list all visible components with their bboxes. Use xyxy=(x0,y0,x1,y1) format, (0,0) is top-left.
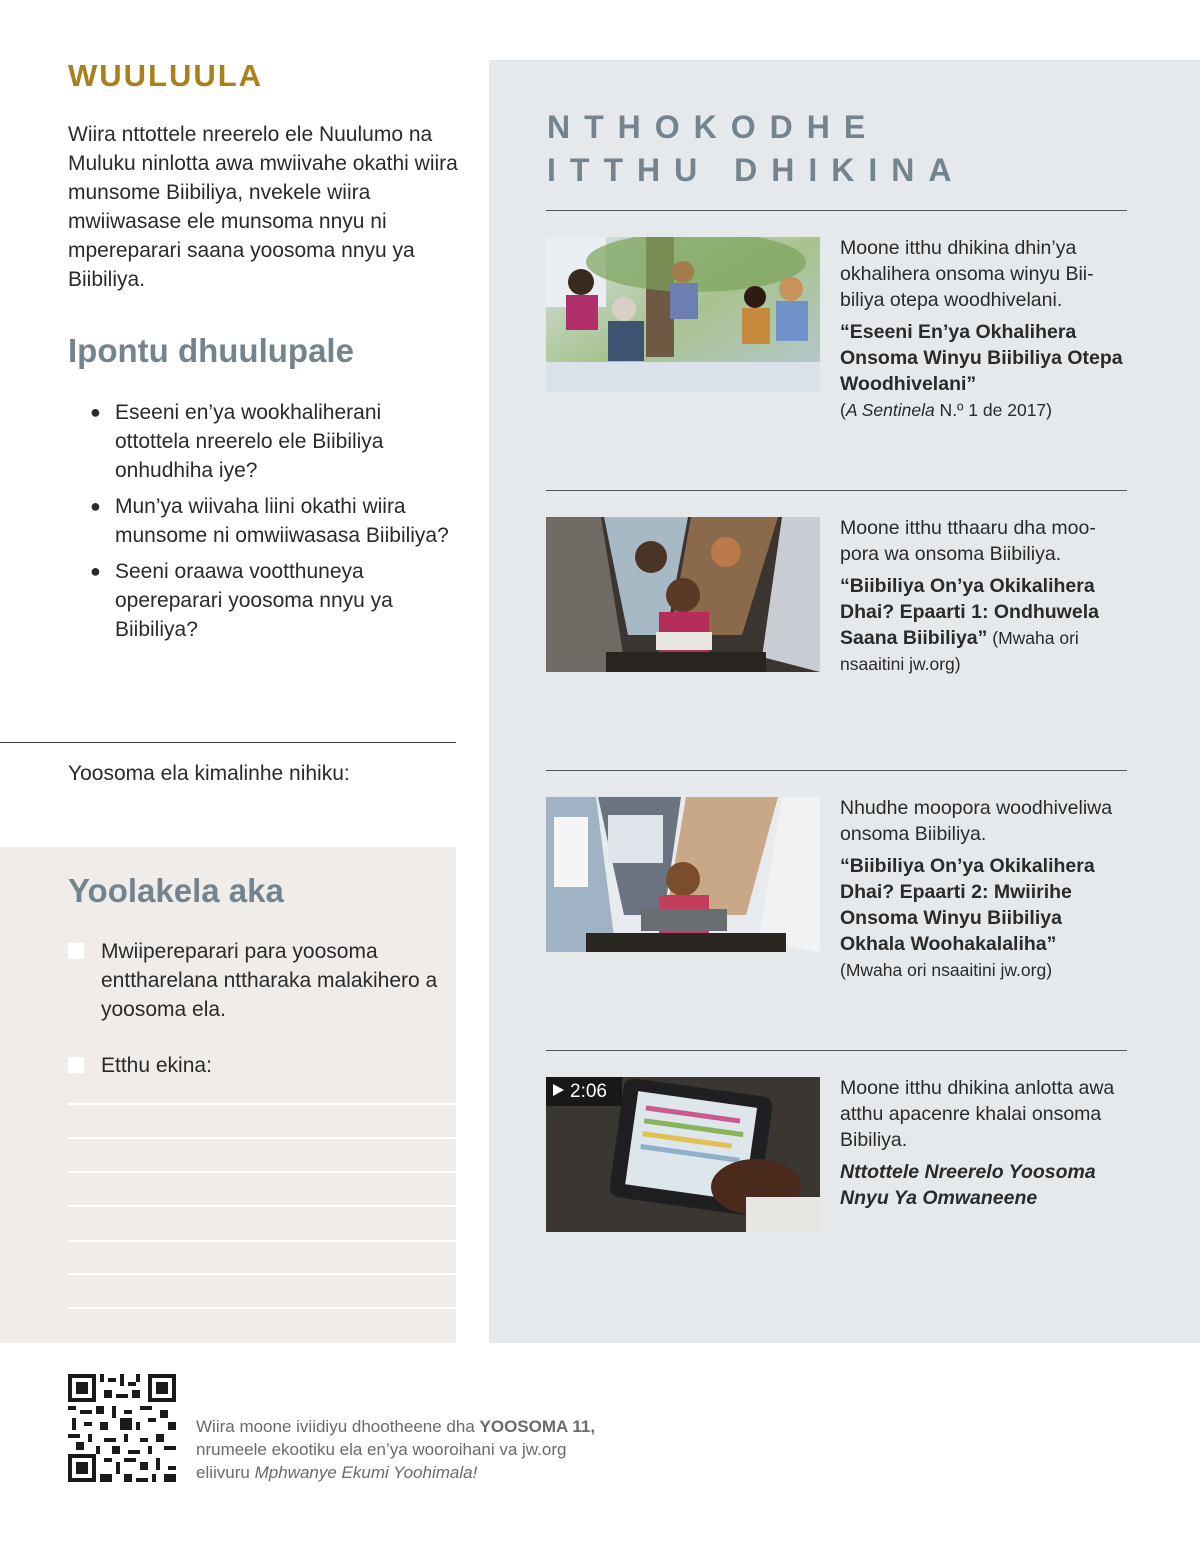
girl-studying-image xyxy=(546,797,820,952)
write-line[interactable] xyxy=(68,1205,456,1207)
goal-item-other[interactable] xyxy=(68,1051,438,1080)
resource-description: Nhudhe moopora woodhiveliwa onsoma Biibiliya. xyxy=(840,797,1113,845)
resource-text xyxy=(840,795,1125,983)
resource-description: Moone itthu tthaaru dha moopora wa onsoma Biibiliya. xyxy=(840,517,1096,565)
resource-divider xyxy=(546,1050,1127,1051)
resource-title[interactable]: “Eseeni En’ya Okhalihera Onsoma Winyu Biibiliya Otepa Woodhivelani” xyxy=(840,321,1123,395)
resource-source: (A Sentinela N.º 1 de 2017) xyxy=(840,400,1052,420)
resource-source: (Mwaha ori nsaaitini jw.org) xyxy=(840,960,1053,980)
explore-title: NTHOKODHE ITTHU DHIKINA xyxy=(547,109,966,188)
summary-title: WUULUULA xyxy=(68,58,264,93)
left-divider xyxy=(0,742,456,743)
question-item: ● Seeni oraawa vootthuneya opereparari yoosoma nnyu ya Biibiliya? xyxy=(90,557,460,644)
resource-title[interactable]: “Biibiliya On’ya Okikalihera Dhai? Epaarti 2: Mwiirihe Onsoma Winyu Biibiliya Okhala Woohakalaliha” xyxy=(840,855,1095,955)
boy-reading-image xyxy=(546,517,820,672)
play-icon xyxy=(553,1084,564,1096)
question-item: ● Eseeni en’ya wookhaliherani ottottela nreerelo ele Biibiliya onhudhiha iye? xyxy=(90,398,460,485)
write-line[interactable] xyxy=(68,1137,456,1139)
questions-list xyxy=(90,398,460,651)
resource-description: Moone itthu dhikina dhin’ya okhalihera onsoma winyu Biibiliya otepa woodhivelani. xyxy=(840,237,1094,311)
write-line[interactable] xyxy=(68,1240,456,1242)
resource-thumbnail[interactable] xyxy=(546,517,820,672)
resource-text xyxy=(840,515,1125,677)
goals-panel xyxy=(0,847,456,1343)
resource-title[interactable]: “Biibiliya On’ya Okikalihera Dhai? Epaarti 1: Ondhuwela Saana Biibiliya” (Mwaha ori nsaaitini jw.org) xyxy=(840,575,1099,674)
resource-thumbnail[interactable] xyxy=(546,237,820,392)
write-line[interactable] xyxy=(68,1103,456,1105)
goal-item-prepare[interactable] xyxy=(68,937,438,1024)
bullet-icon: ● xyxy=(90,402,101,422)
goal-label: Mwiipereparari para yoosoma enttharelana nttharaka malakihero a yoosoma ela. xyxy=(101,940,438,1021)
write-line[interactable] xyxy=(68,1307,456,1309)
qr-code[interactable] xyxy=(68,1374,176,1482)
questions-title: Ipontu dhuulupale xyxy=(68,332,354,369)
qr-code-image xyxy=(68,1374,176,1482)
resource-description: Moone itthu dhikina anlotta awa atthu apacenre khalai onsoma Bibiliya. xyxy=(840,1077,1115,1151)
goal-label: Etthu ekina: xyxy=(101,1054,212,1077)
resource-title[interactable]: Nttottele Nreerelo Yoosoma Nnyu Ya Omwaneene xyxy=(840,1161,1096,1209)
resource-divider xyxy=(546,490,1127,491)
bullet-icon: ● xyxy=(90,496,101,516)
write-line[interactable] xyxy=(68,1171,456,1173)
video-duration-badge[interactable]: 2:06 xyxy=(546,1077,622,1106)
resource-text xyxy=(840,235,1125,423)
resource-divider xyxy=(546,770,1127,771)
goals-title: Yoolakela aka xyxy=(68,872,284,909)
resource-divider xyxy=(546,210,1127,211)
write-line[interactable] xyxy=(68,1273,456,1275)
resource-text xyxy=(840,1075,1125,1211)
bullet-icon: ● xyxy=(90,561,101,581)
completed-date-label: Yoosoma ela kimalinhe nihiku: xyxy=(68,762,350,785)
resource-thumbnail[interactable] xyxy=(546,797,820,952)
question-item: ● Mun’ya wiivaha liini okathi wiira munsome ni omwiiwasasa Biibiliya? xyxy=(90,492,460,550)
footer-note: Wiira moone iviidiyu dhootheene dha YOOSOMA 11, nrumeele ekootiku ela en’ya wooroihani va jw.org eliivuru Mphwanye Ekumi Yoohimala! xyxy=(196,1417,596,1482)
summary-text: Wiira nttottele nreerelo ele Nuulumo na Muluku ninlotta awa mwiivahe okathi wiira munsome Biibiliya, nvekele wiira mwiiwasase ele munsoma nnyu ni mpereparari saana yoosoma nnyu ya Biibiliya. xyxy=(68,123,458,291)
family-reading-image xyxy=(546,237,820,392)
checkbox[interactable] xyxy=(68,1057,84,1073)
checkbox[interactable] xyxy=(68,943,84,959)
